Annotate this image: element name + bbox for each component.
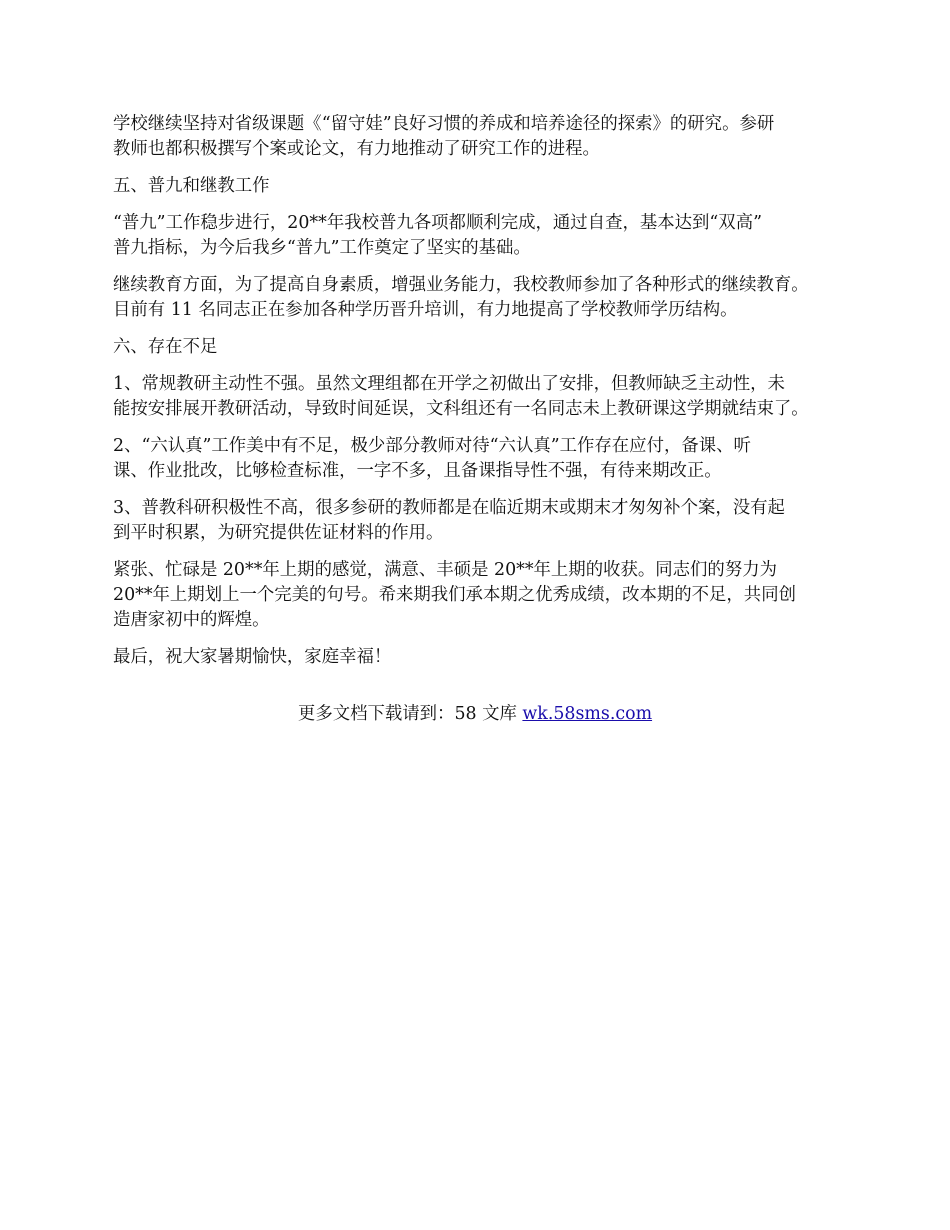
paragraph-continuing-education — [113, 273, 858, 323]
text-line: 学校继续坚持对省级课题《“留守娃”良好习惯的养成和培养途径的探索》的研究。参研 — [113, 114, 775, 134]
section-heading-5: 五、普九和继教工作 — [113, 176, 270, 196]
footer-link[interactable]: wk.58sms.com — [522, 704, 653, 724]
paragraph-shortcoming-2 — [113, 434, 858, 484]
paragraph-research — [113, 112, 858, 162]
footer-download-note — [0, 702, 950, 727]
text-line: 能按安排展开教研活动，导致时间延误，文科组还有一名同志未上教研课这学期就结束了。 — [113, 399, 809, 419]
paragraph-puji — [113, 211, 858, 261]
text-line: 到平时积累，为研究提供佐证材料的作用。 — [113, 523, 444, 543]
section-heading-6: 六、存在不足 — [113, 337, 218, 357]
paragraph-shortcoming-1 — [113, 372, 858, 422]
text-line: 造唐家初中的辉煌。 — [113, 610, 270, 630]
footer-prefix: 更多文档下载请到：58 文库 — [297, 704, 523, 724]
text-line: 教师也都积极撰写个案或论文，有力地推动了研究工作的进程。 — [113, 139, 600, 159]
text-line: 20**年上期划上一个完美的句号。希来期我们承本期之优秀成绩，改本期的不足，共同创 — [113, 585, 796, 605]
paragraph-summary — [113, 558, 858, 633]
paragraph-shortcoming-3 — [113, 496, 858, 546]
text-line: 普九指标，为今后我乡“普九”工作奠定了坚实的基础。 — [113, 238, 531, 258]
paragraph-closing-wish: 最后，祝大家暑期愉快，家庭幸福！ — [113, 647, 392, 667]
text-line: 1、常规教研主动性不强。虽然文理组都在开学之初做出了安排，但教师缺乏主动性，未 — [113, 374, 785, 394]
text-line: 继续教育方面，为了提高自身素质，增强业务能力，我校教师参加了各种形式的继续教育。 — [113, 275, 809, 295]
text-line: 3、普教科研积极性不高，很多参研的教师都是在临近期末或期末才匆匆补个案，没有起 — [113, 498, 785, 518]
text-line: “普九”工作稳步进行，20**年我校普九各项都顺利完成，通过自查，基本达到“双高” — [113, 213, 762, 233]
text-line: 紧张、忙碌是 20**年上期的感觉，满意、丰硕是 20**年上期的收获。同志们的努力为 — [113, 560, 777, 580]
text-line: 课、作业批改，比够检查标准，一字不多，且备课指导性不强，有待来期改正。 — [113, 461, 722, 481]
text-line: 目前有 11 名同志正在参加各种学历晋升培训，有力地提高了学校教师学历结构。 — [113, 300, 738, 320]
text-line: 2、“六认真”工作美中有不足，极少部分教师对待“六认真”工作存在应付，备课、听 — [113, 436, 751, 456]
document-body — [113, 112, 858, 682]
